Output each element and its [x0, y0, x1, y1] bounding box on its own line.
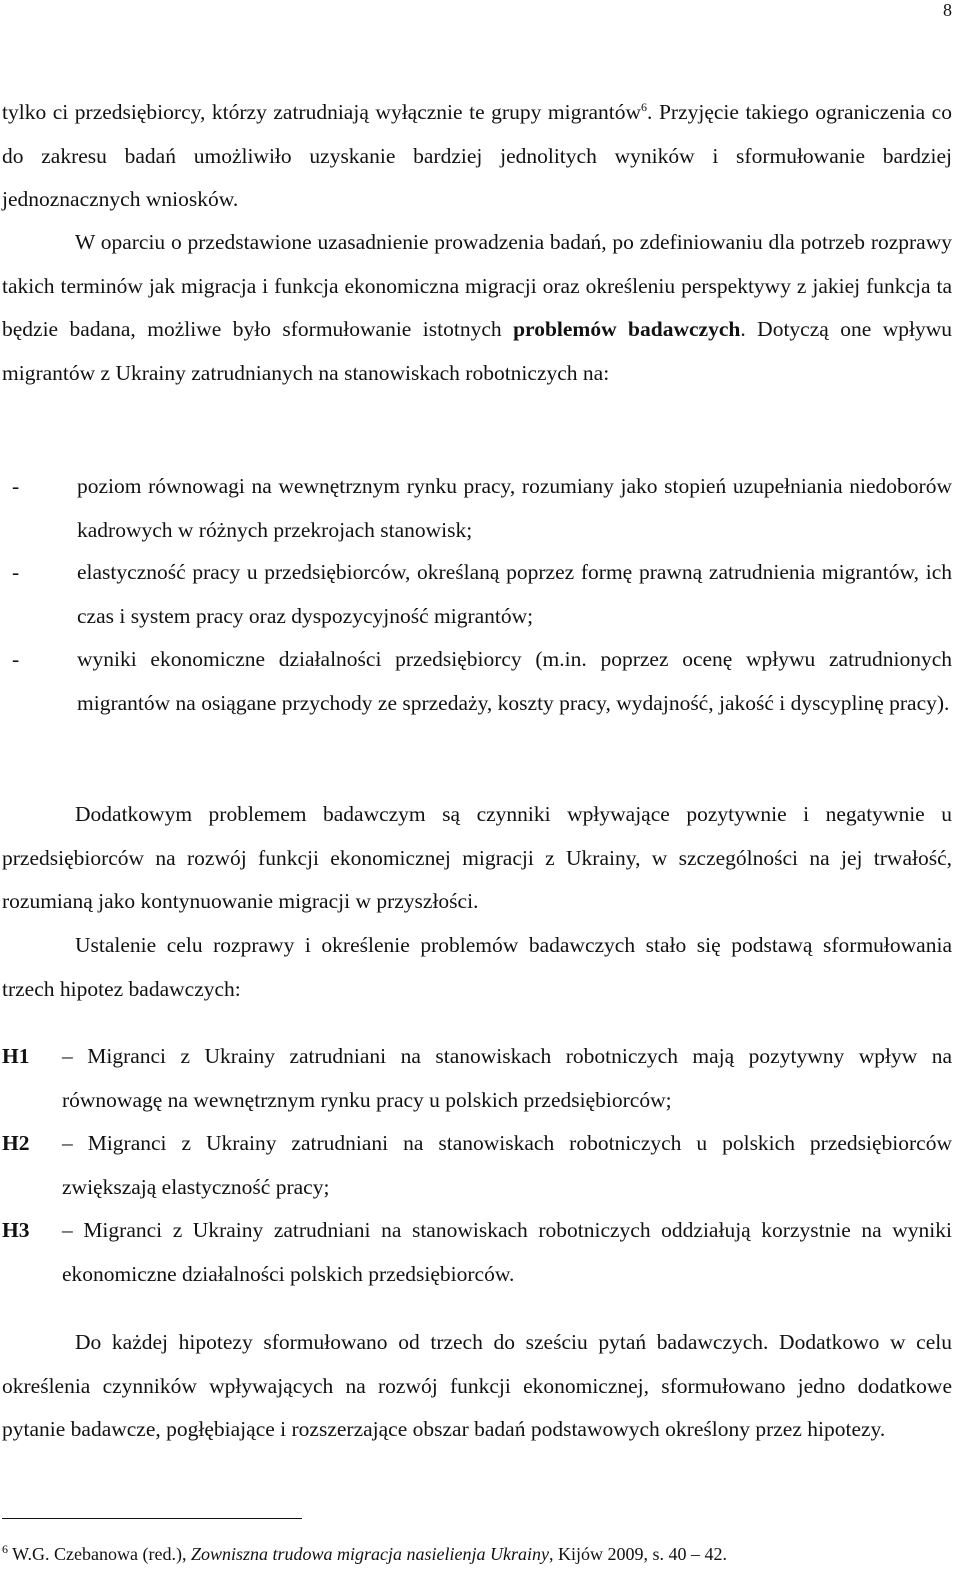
hypothesis-label: H1 — [2, 1044, 30, 1068]
hypothesis-label: H3 — [2, 1218, 30, 1242]
hypothesis-text: – Migranci z Ukrainy zatrudniani na stanowiskach robotniczych oddziałują korzystnie na wyniki ekonomiczne działalności polskich przedsiębiorców. — [62, 1218, 952, 1286]
paragraph-1 — [2, 91, 952, 222]
bullet-text: elastyczność pracy u przedsiębiorców, określaną poprzez formę prawną zatrudnienia migrantów, ich czas i system pracy oraz dyspozycyjność migrantów; — [77, 560, 952, 628]
bullet-item-3 — [2, 638, 952, 725]
bullet-item-2 — [2, 551, 952, 638]
footnote-separator — [2, 1518, 302, 1519]
paragraph-2-text-a: W oparciu o przedstawione uzasadnienie prowadzenia badań, po zdefiniowaniu dla potrzeb rozprawy takich terminów jak migracja i funkcja ekonomiczna migracji oraz określeniu perspektywy z jakiej funkcja ta będzie badana, możliwe było sformułowanie istotnych — [2, 230, 952, 341]
page-number: 8 — [943, 0, 952, 20]
bullet-dash: - — [12, 647, 20, 671]
hypothesis-1 — [2, 1035, 952, 1122]
footnote-rest: , Kijów 2009, s. 40 – 42. — [548, 1544, 727, 1564]
footnote-reference: 6 — [641, 99, 648, 114]
hypothesis-text: – Migranci z Ukrainy zatrudniani na stanowiskach robotniczych u polskich przedsiębiorców zwiększają elastyczność pracy; — [62, 1131, 952, 1199]
footnote-author: W.G. Czebanowa (red.), — [8, 1544, 191, 1564]
hypothesis-3 — [2, 1209, 952, 1296]
paragraph-5: Do każdej hipotezy sformułowano od trzech do sześciu pytań badawczych. Dodatkowo w celu określenia czynników wpływających na rozwój funkcji ekonomicznej, sformułowano jedno dodatkowe pytanie badawcze, pogłębiające i rozszerzające obszar badań podstawowych określony przez hipotezy. — [2, 1330, 952, 1441]
footnote-number: 6 — [2, 1542, 8, 1556]
paragraph-1-text-a: tylko ci przedsiębiorcy, którzy zatrudniają wyłącznie te grupy migrantów — [2, 100, 642, 124]
hypothesis-label: H2 — [2, 1131, 30, 1155]
hypothesis-text: – Migranci z Ukrainy zatrudniani na stanowiskach robotniczych mają pozytywny wpływ na równowagę na wewnętrznym rynku pracy u polskich przedsiębiorców; — [62, 1044, 952, 1112]
paragraph-4: Ustalenie celu rozprawy i określenie problemów badawczych stało się podstawą sformułowania trzech hipotez badawczych: — [2, 933, 952, 1001]
bullet-text: wyniki ekonomiczne działalności przedsiębiorcy (m.in. poprzez ocenę wpływu zatrudnionych migrantów na osiągane przychody ze sprzedaży, koszty pracy, wydajność, jakość i dyscyplinę pracy). — [77, 647, 952, 715]
footnote-title: Zowniszna trudowa migracja nasielienja Ukrainy — [190, 1544, 549, 1564]
hypothesis-2 — [2, 1122, 952, 1209]
bullet-dash: - — [12, 560, 20, 584]
research-problems-bold: problemów badawczych — [513, 317, 741, 341]
paragraph-1-text-b: . Przyjęcie takiego ograniczenia co do zakresu badań umożliwiło uzyskanie bardziej jednolitych wyników i sformułowanie bardziej jednoznacznych wniosków. — [2, 100, 952, 211]
paragraph-2 — [2, 221, 952, 395]
bullet-text: poziom równowagi na wewnętrznym rynku pracy, rozumiany jako stopień uzupełniania niedoborów kadrowych w różnych przekrojach stanowisk; — [77, 474, 952, 542]
bullet-item-1 — [2, 465, 952, 552]
paragraph-3: Dodatkowym problemem badawczym są czynniki wpływające pozytywnie i negatywnie u przedsiębiorców na rozwój funkcji ekonomicznej migracji z Ukrainy, w szczególności na jej trwałość, rozumianą jako kontynuowanie migracji w przyszłości. — [2, 802, 952, 913]
bullet-dash: - — [12, 474, 20, 498]
footnote — [2, 1542, 727, 1566]
paragraph-2-text-b: . Dotyczą one wpływu migrantów z Ukrainy zatrudnianych na stanowiskach robotniczych na: — [2, 317, 952, 385]
